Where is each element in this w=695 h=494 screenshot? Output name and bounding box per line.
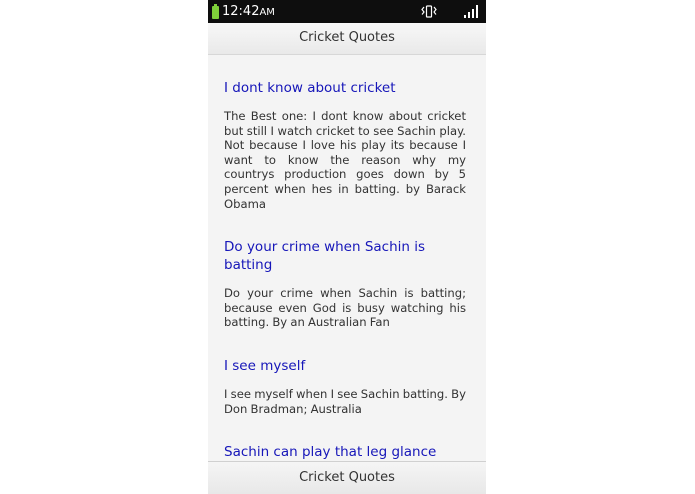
quotes-list[interactable] bbox=[208, 55, 486, 461]
status-clock bbox=[222, 3, 275, 21]
quote-title: I see myself bbox=[224, 357, 306, 374]
quote-body: The Best one: I dont know about cricket but still I watch cricket to see Sachin play. Not because I love his play its because I want to know the reason why my countrys production goes down by 5 percent when hes in batting. by Barack Obama bbox=[224, 109, 466, 211]
quote-title: Do your crime when Sachin is batting bbox=[224, 239, 426, 274]
phone-screen bbox=[208, 0, 486, 494]
quote-title: I dont know about cricket bbox=[224, 80, 396, 96]
quote-title: Sachin can play that leg glance bbox=[224, 444, 437, 461]
quote-item[interactable] bbox=[208, 416, 486, 461]
action-bar bbox=[208, 23, 486, 55]
status-bar bbox=[208, 0, 486, 23]
quote-item[interactable] bbox=[208, 55, 486, 211]
quote-body: I see myself when I see Sachin batting. By Don Bradman; Australia bbox=[224, 386, 466, 416]
battery-icon bbox=[212, 4, 219, 19]
app-title: Cricket Quotes bbox=[299, 30, 395, 45]
bottom-bar-title: Cricket Quotes bbox=[299, 470, 395, 485]
quote-body: Do your crime when Sachin is batting; because even God is busy watching his batting. By an Australian Fan bbox=[224, 286, 466, 330]
signal-icon bbox=[464, 5, 478, 18]
quote-item[interactable] bbox=[208, 211, 486, 330]
vibrate-icon bbox=[421, 4, 437, 19]
quote-item[interactable] bbox=[208, 330, 486, 416]
clock-ampm: AM bbox=[259, 7, 275, 18]
clock-time: 12:42 bbox=[222, 4, 260, 19]
bottom-bar[interactable] bbox=[208, 461, 486, 494]
